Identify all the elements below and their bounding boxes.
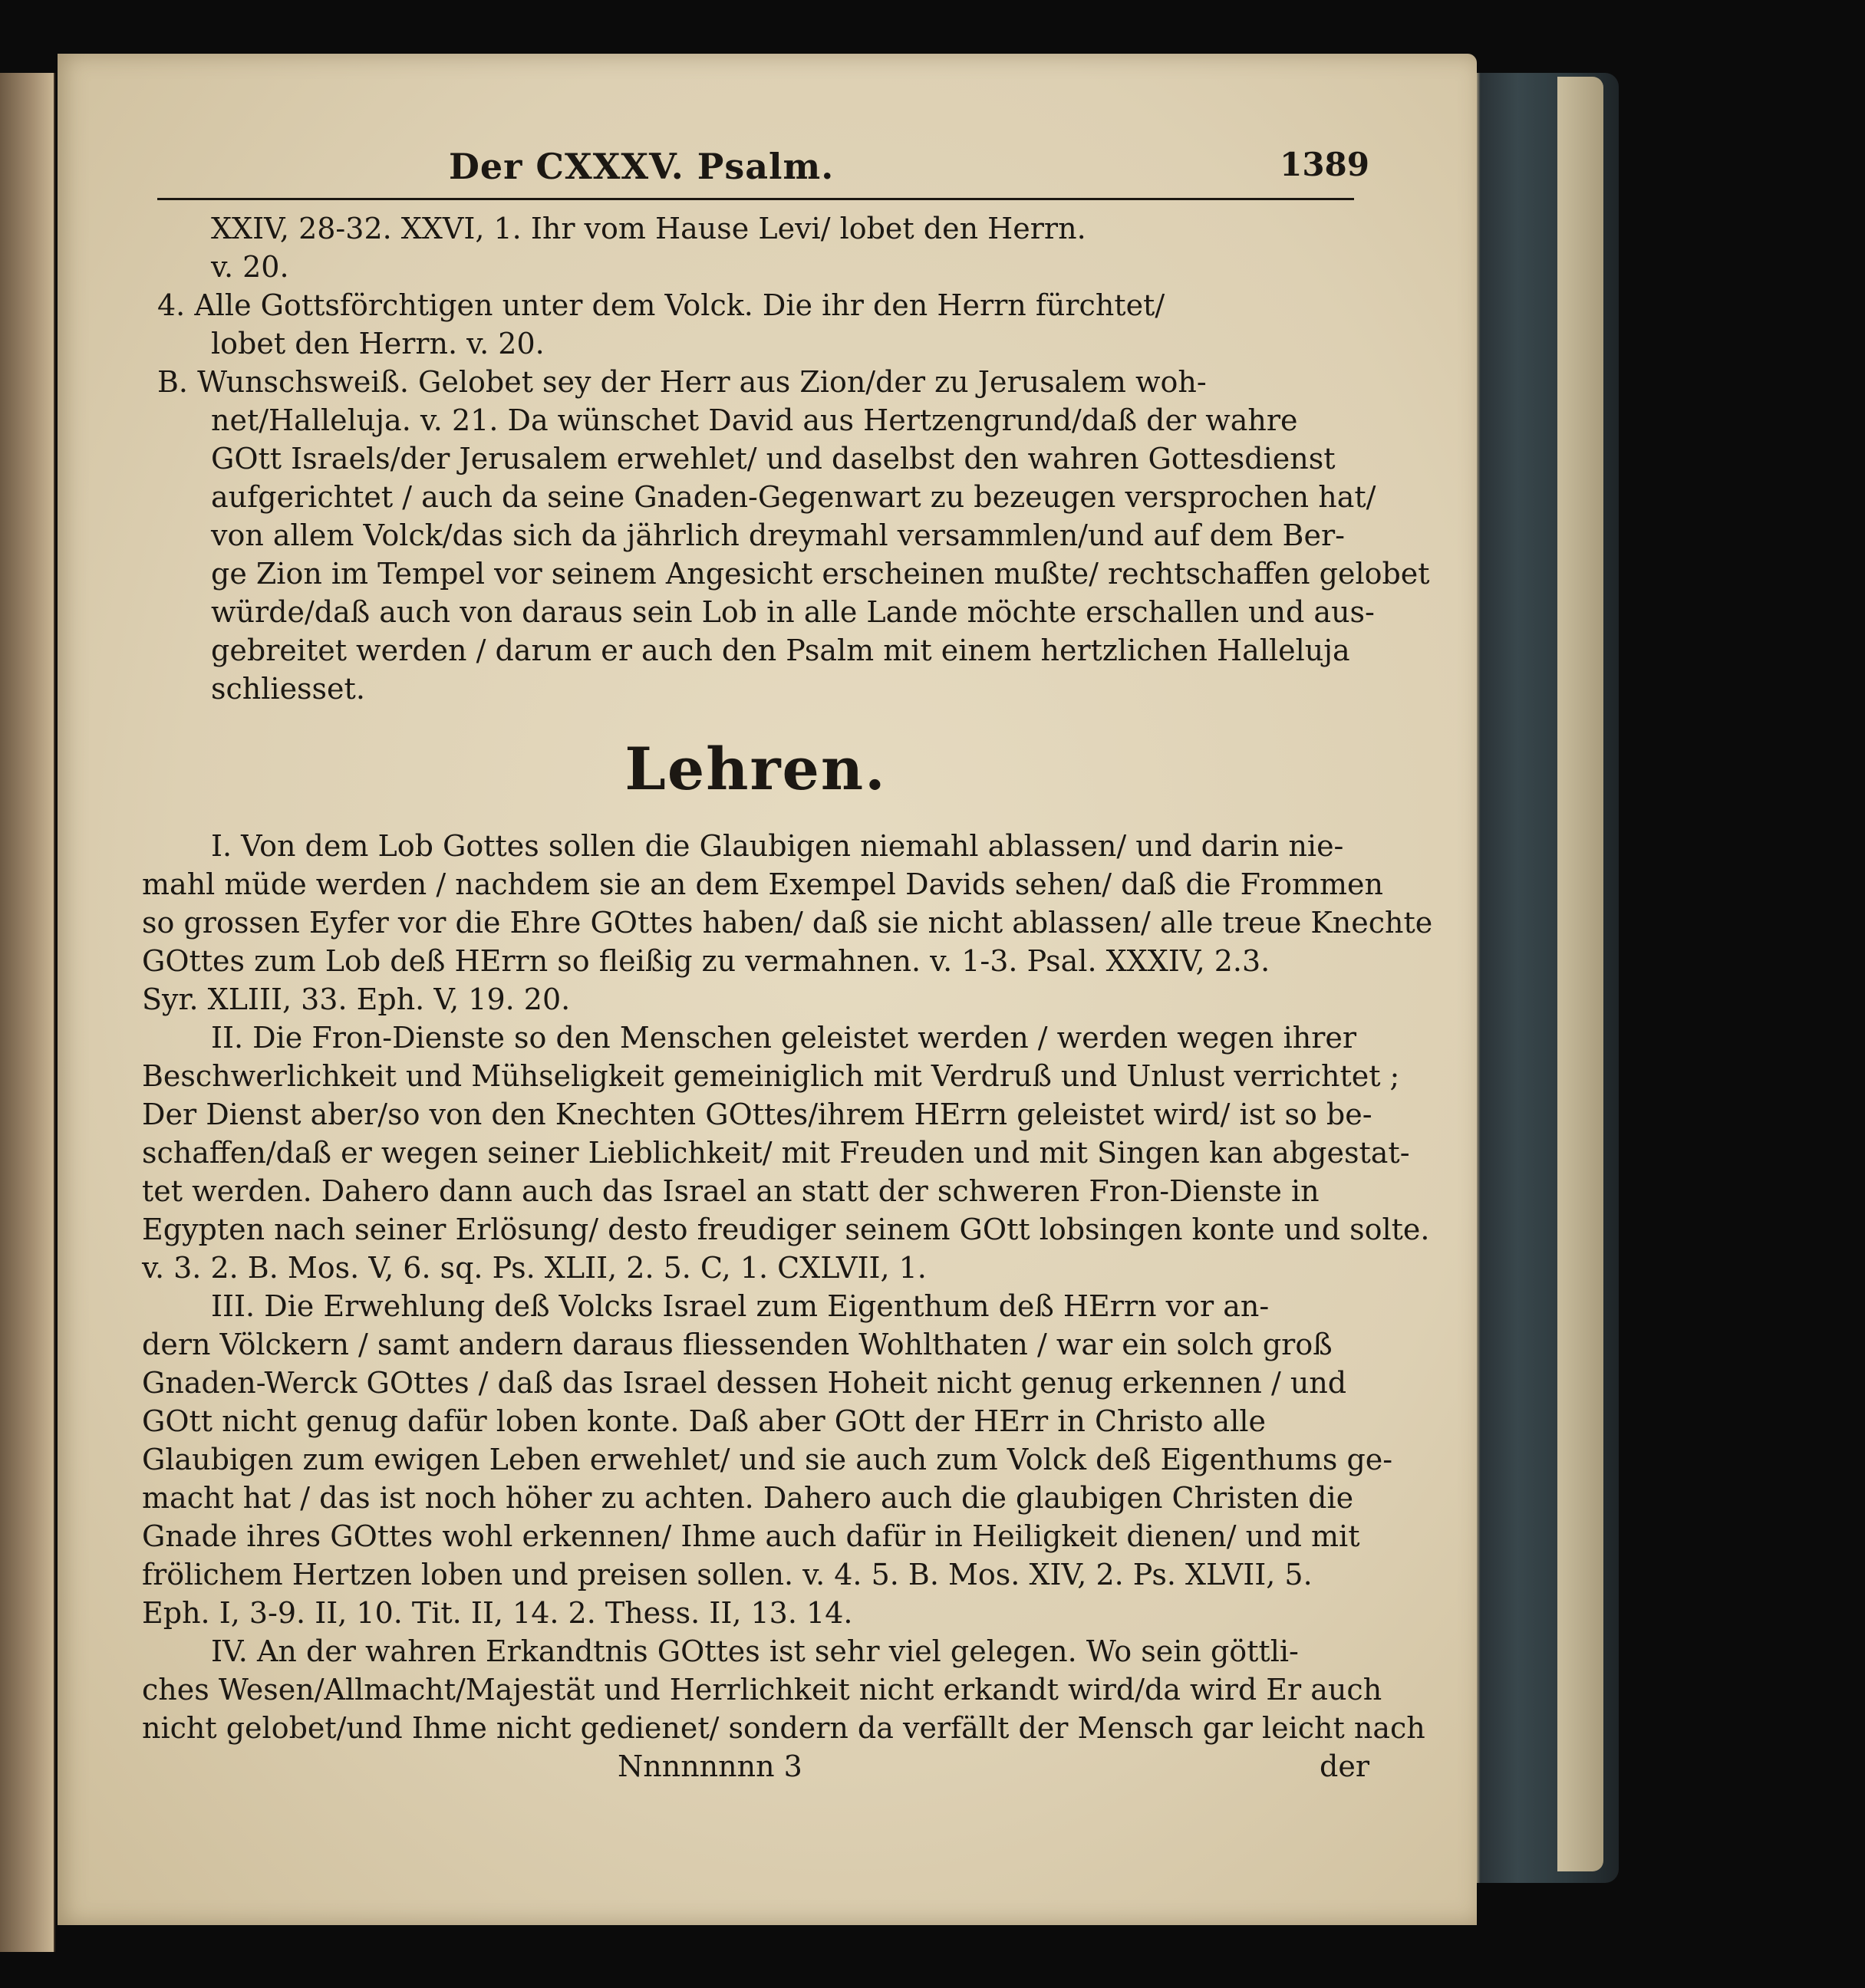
text-line: XXIV, 28-32. XXVI, 1. Ihr vom Hause Levi/ lobet den Herrn. bbox=[211, 212, 1086, 245]
text-line: Glaubigen zum ewigen Leben erwehlet/ und sie auch zum Volck deß Eigenthums ge- bbox=[142, 1443, 1393, 1476]
page-content bbox=[142, 146, 1433, 1786]
text-block-bottom bbox=[142, 827, 1433, 1747]
text-line: v. 20. bbox=[211, 250, 289, 284]
text-line: tet werden. Dahero dann auch das Israel an statt der schweren Fron-Dienste in bbox=[142, 1174, 1320, 1208]
text-line: Gnaden-Werck GOttes / daß das Israel dessen Hoheit nicht genug erkennen / und bbox=[142, 1366, 1347, 1400]
text-line: 4. Alle Gottsförchtigen unter dem Volck. Die ihr den Herrn fürchtet/ bbox=[157, 288, 1165, 322]
text-line: II. Die Fron-Dienste so den Menschen geleistet werden / werden wegen ihrer bbox=[211, 1021, 1357, 1055]
text-line: gebreitet werden / darum er auch den Psalm mit einem hertzlichen Halleluja bbox=[211, 634, 1350, 667]
text-line: I. Von dem Lob Gottes sollen die Glaubigen niemahl ablassen/ und darin nie- bbox=[211, 829, 1344, 863]
text-line: ge Zion im Tempel vor seinem Angesicht erscheinen mußte/ rechtschaffen gelobet bbox=[211, 557, 1430, 591]
text-line: Der Dienst aber/so von den Knechten GOttes/ihrem HErrn geleistet wird/ ist so be- bbox=[142, 1098, 1372, 1131]
book-cover-edge bbox=[1557, 77, 1603, 1871]
text-line: v. 3. 2. B. Mos. V, 6. sq. Ps. XLII, 2. 5. C, 1. CXLVII, 1. bbox=[142, 1251, 927, 1285]
previous-page-edge bbox=[0, 73, 55, 1952]
signature-mark: Nnnnnnnn 3 bbox=[618, 1749, 802, 1783]
text-line: Egypten nach seiner Erlösung/ desto freudiger seinem GOtt lobsingen konte und solte. bbox=[142, 1213, 1430, 1246]
text-line: Eph. I, 3-9. II, 10. Tit. II, 14. 2. Thess. II, 13. 14. bbox=[142, 1596, 853, 1630]
catchword: der bbox=[1320, 1749, 1369, 1783]
page bbox=[58, 54, 1477, 1925]
text-line: net/Halleluja. v. 21. Da wünschet David aus Hertzengrund/daß der wahre bbox=[211, 403, 1298, 437]
text-line: GOtt nicht genug dafür loben konte. Daß aber GOtt der HErr in Christo alle bbox=[142, 1404, 1267, 1438]
text-line: aufgerichtet / auch da seine Gnaden-Gegenwart zu bezeugen versprochen hat/ bbox=[211, 480, 1376, 514]
section-heading: Lehren. bbox=[624, 735, 887, 803]
text-line: lobet den Herrn. v. 20. bbox=[211, 327, 545, 360]
page-number: 1389 bbox=[1280, 146, 1369, 183]
page-footer bbox=[142, 1747, 1369, 1786]
text-line: mahl müde werden / nachdem sie an dem Exempel Davids sehen/ daß die Frommen bbox=[142, 867, 1384, 901]
text-line: IV. An der wahren Erkandtnis GOttes ist sehr viel gelegen. Wo sein göttli- bbox=[211, 1634, 1299, 1668]
text-line: III. Die Erwehlung deß Volcks Israel zum Eigenthum deß HErrn vor an- bbox=[211, 1289, 1270, 1323]
text-line: B. Wunschsweiß. Gelobet sey der Herr aus Zion/der zu Jerusalem woh- bbox=[157, 365, 1207, 399]
text-line: Gnade ihres GOttes wohl erkennen/ Ihme auch dafür in Heiligkeit dienen/ und mit bbox=[142, 1519, 1360, 1553]
text-block-top bbox=[142, 209, 1430, 708]
text-line: schliesset. bbox=[211, 672, 365, 706]
text-line: macht hat / das ist noch höher zu achten. Dahero auch die glaubigen Christen die bbox=[142, 1481, 1354, 1515]
running-head: Der CXXXV. Psalm. bbox=[449, 146, 835, 187]
text-line: frölichem Hertzen loben und preisen sollen. v. 4. 5. B. Mos. XIV, 2. Ps. XLVII, 5. bbox=[142, 1558, 1313, 1591]
text-line: so grossen Eyfer vor die Ehre GOttes haben/ daß sie nicht ablassen/ alle treue Knechte bbox=[142, 906, 1433, 940]
text-line: GOttes zum Lob deß HErrn so fleißig zu vermahnen. v. 1-3. Psal. XXXIV, 2.3. bbox=[142, 944, 1270, 978]
text-line: nicht gelobet/und Ihme nicht gedienet/ sondern da verfällt der Mensch gar leicht nach bbox=[142, 1711, 1425, 1745]
text-line: GOtt Israels/der Jerusalem erwehlet/ und daselbst den wahren Gottesdienst bbox=[211, 442, 1336, 476]
text-line: schaffen/daß er wegen seiner Lieblichkeit/ mit Freuden und mit Singen kan abgestat- bbox=[142, 1136, 1410, 1170]
text-line: würde/daß auch von daraus sein Lob in alle Lande möchte erschallen und aus- bbox=[211, 595, 1375, 629]
header-rule bbox=[157, 198, 1354, 200]
text-line: Syr. XLIII, 33. Eph. V, 19. 20. bbox=[142, 982, 571, 1016]
text-line: von allem Volck/das sich da jährlich dreymahl versammlen/und auf dem Ber- bbox=[211, 518, 1345, 552]
text-line: Beschwerlichkeit und Mühseligkeit gemeiniglich mit Verdruß und Unlust verrichtet ; bbox=[142, 1059, 1400, 1093]
text-line: dern Völckern / samt andern daraus fliessenden Wohlthaten / war ein solch groß bbox=[142, 1328, 1333, 1361]
page-header bbox=[142, 146, 1369, 192]
text-line: ches Wesen/Allmacht/Majestät und Herrlichkeit nicht erkandt wird/da wird Er auch bbox=[142, 1673, 1382, 1707]
